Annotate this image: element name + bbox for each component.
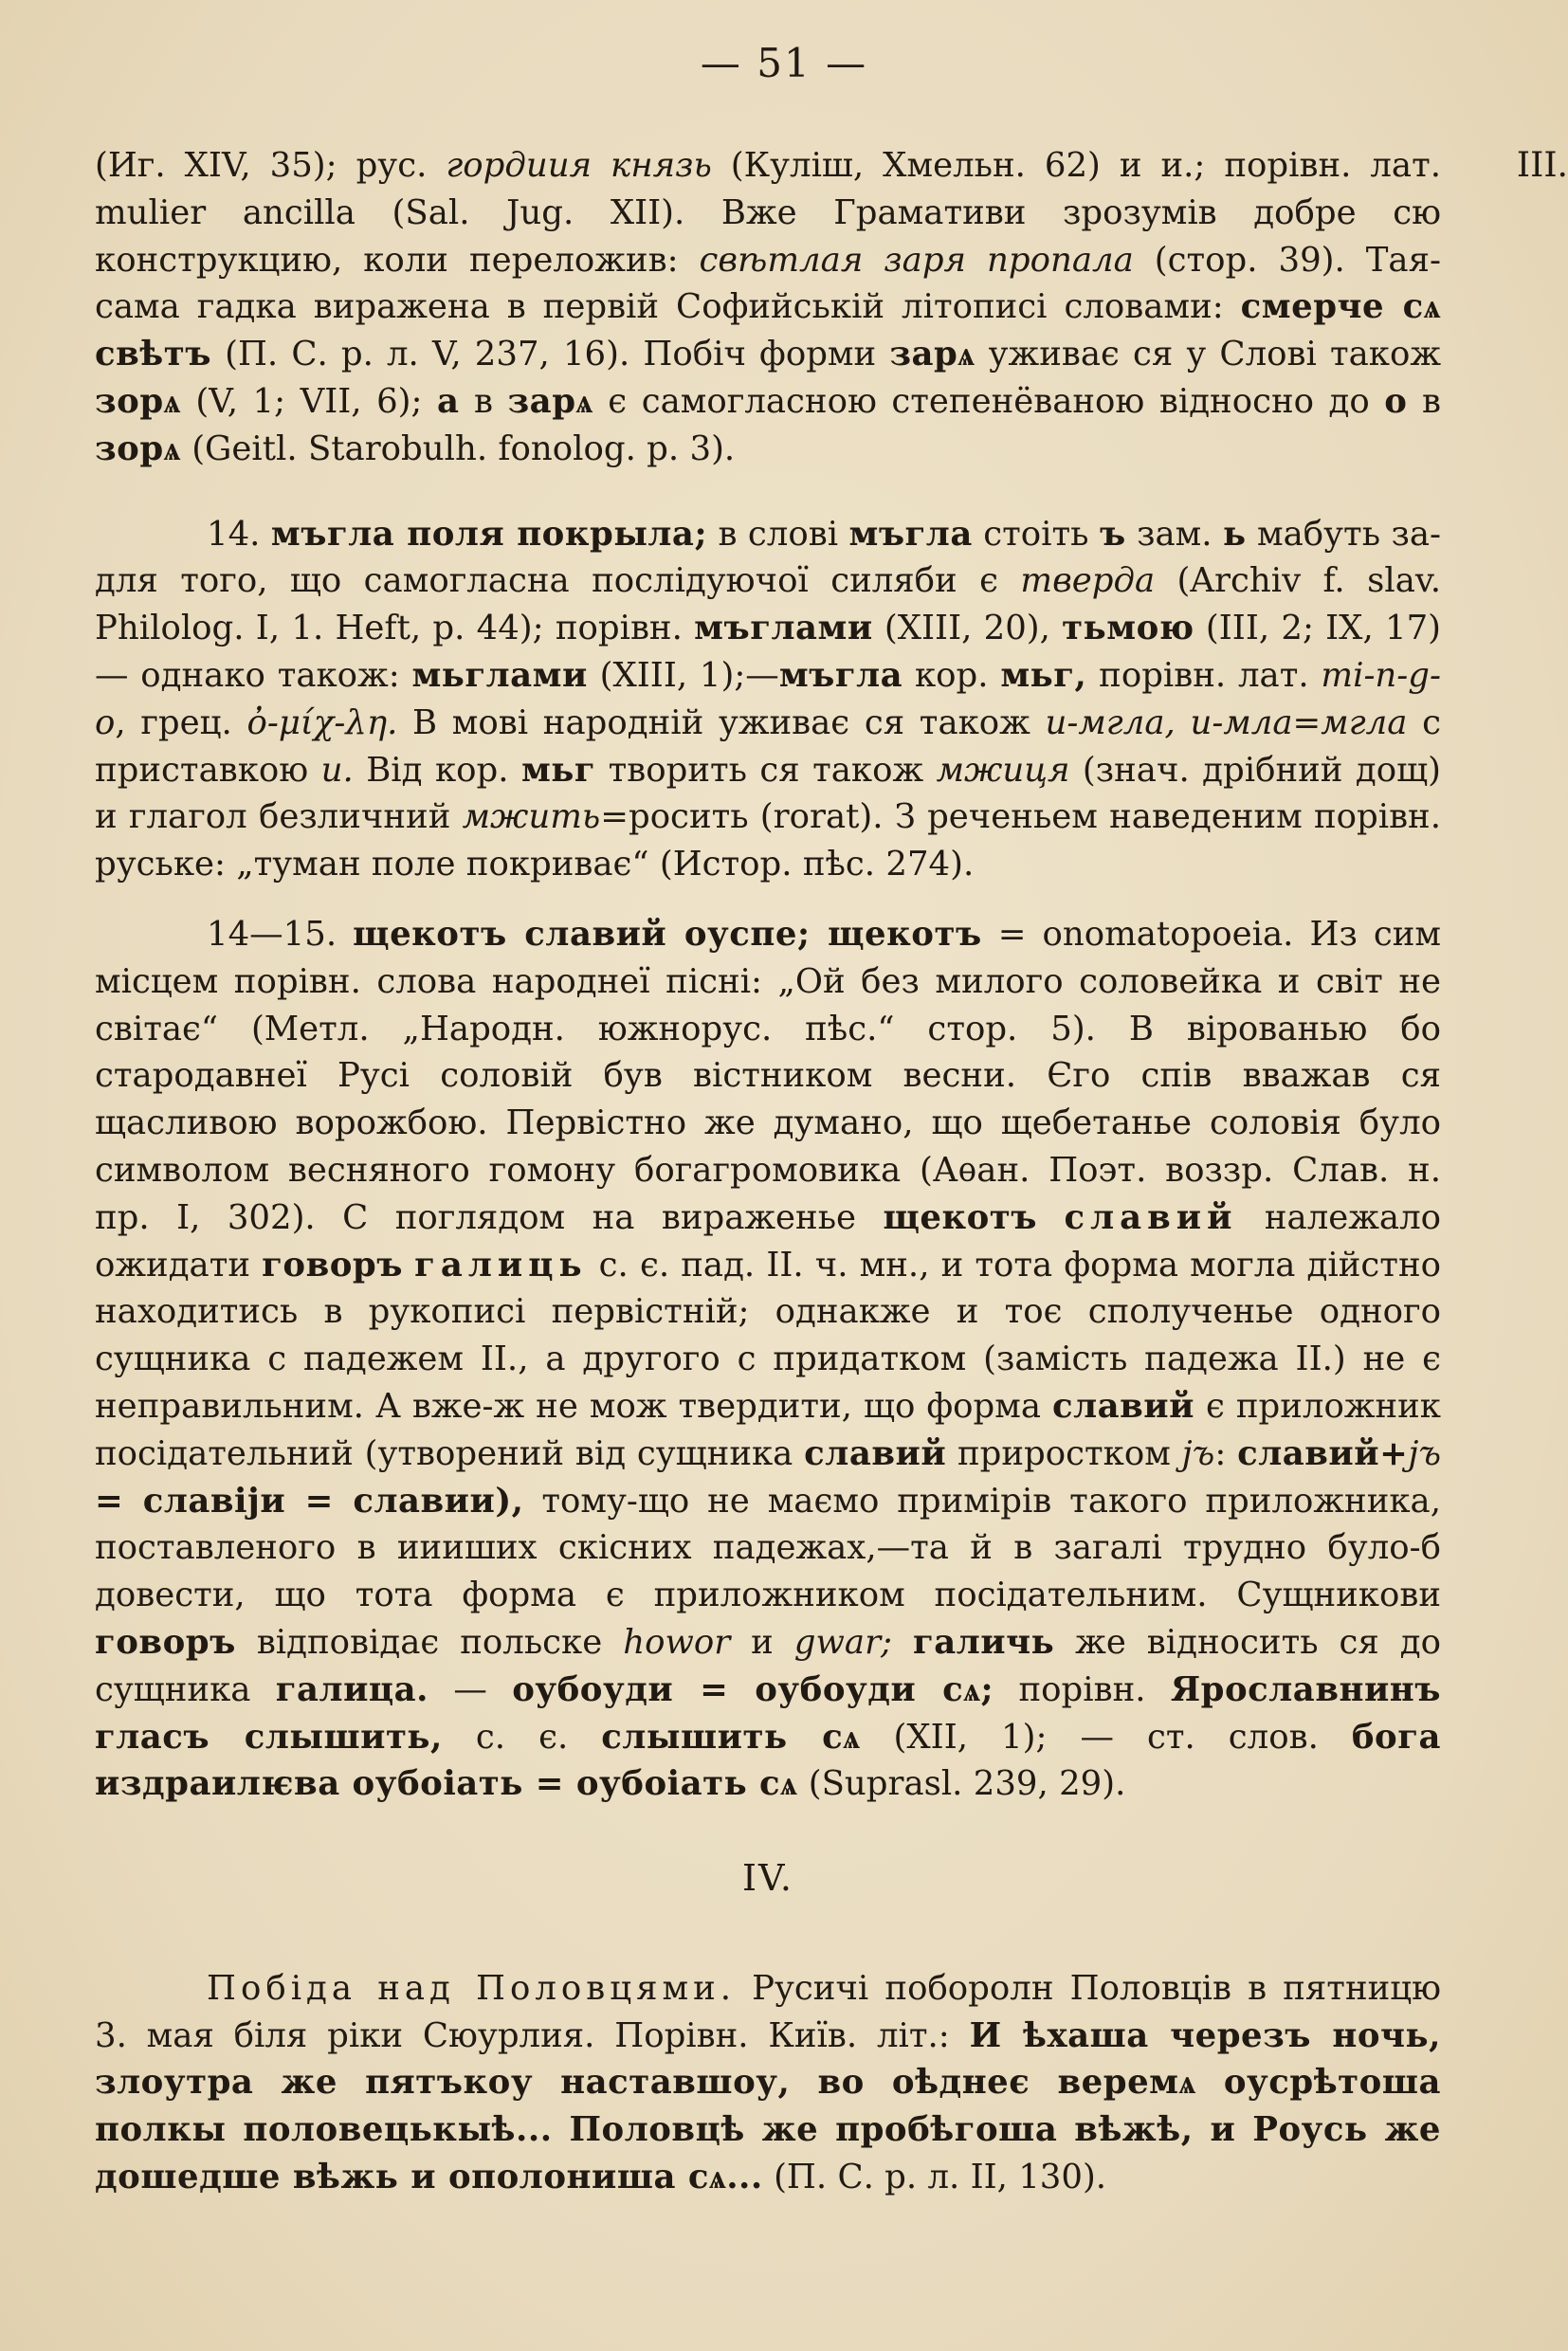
text: приростком — [946, 1433, 1182, 1473]
text: (П. С. р. л. II, 130). — [762, 2158, 1107, 2197]
church-slavonic-text: зарѧ — [889, 335, 975, 374]
church-slavonic-text: смерче сѧ свѣтъ — [95, 287, 1441, 374]
church-slavonic-text: славий+ — [1237, 1433, 1409, 1473]
church-slavonic-text: мьг — [520, 750, 596, 790]
church-slavonic-text: мъгла — [778, 655, 903, 695]
text: (знач. дрібний дощ) и глагол безличний — [95, 750, 1441, 837]
page-body — [95, 142, 1568, 2201]
text: с. є. — [442, 1717, 602, 1757]
church-slavonic-text: ъ — [1099, 514, 1126, 554]
church-slavonic-text: мьг, — [1000, 655, 1087, 695]
church-slavonic-text: о — [1384, 381, 1408, 421]
church-slavonic-text: = славіји = славии), — [95, 1481, 524, 1521]
text: порівн. лат. — [1086, 655, 1322, 695]
church-slavonic-text: галичь — [913, 1622, 1055, 1662]
text: Від кор. — [353, 750, 521, 790]
verse-number: 14—15. — [207, 914, 354, 954]
text: є приложник посідательний (утворений від сущника — [95, 1386, 1441, 1473]
text: зам. — [1125, 514, 1223, 554]
church-slavonic-text: тьмою — [1062, 609, 1194, 648]
church-slavonic-text: галиць — [414, 1245, 588, 1285]
section-heading: IV. — [742, 1857, 793, 1900]
text: стоіть — [972, 514, 1100, 554]
church-slavonic-text: щекотъ — [883, 1197, 1038, 1237]
text: В мові народній уживає ся також — [397, 702, 1046, 742]
italic-text: тверда — [1020, 561, 1156, 601]
church-slavonic-text: а — [436, 381, 460, 421]
text: є самогласною степенёваною відносно до — [593, 381, 1385, 421]
italic-text: jъ — [1408, 1433, 1441, 1473]
page-number: — 51 — — [700, 40, 868, 86]
church-slavonic-text: говоръ — [262, 1245, 403, 1285]
italic-text: gwar; — [793, 1622, 893, 1662]
italic-text: свѣтлая заря пропала — [699, 240, 1134, 280]
text: в — [459, 381, 508, 421]
text: (V, 1; VII, 6); — [180, 381, 437, 421]
church-slavonic-text: зорѧ — [95, 381, 181, 421]
italic-text: и. — [320, 750, 354, 790]
church-slavonic-text: славий — [1064, 1197, 1238, 1237]
italic-text: howor — [623, 1622, 731, 1662]
text: тому-що не маємо примірів такого приложника, поставленого в иииших скісних падежах,—та й в загалі трудно було-б довести, що тота форма є приложником посідательним. Сущникови — [95, 1481, 1441, 1615]
text: (XIII, 20), — [872, 609, 1063, 648]
church-slavonic-text: мъглами — [694, 609, 873, 648]
church-slavonic-text: Ярославнинъ гласъ слышить, — [95, 1669, 1442, 1757]
italic-text: jъ — [1181, 1433, 1215, 1473]
text: (П. С. р. л. V, 237, 16). Побіч форми — [210, 335, 890, 374]
italic-text: мжить — [462, 797, 601, 837]
church-slavonic-text: ь — [1222, 514, 1247, 554]
text: (Suprasl. 239, 29). — [797, 1764, 1126, 1804]
text: творить ся також — [595, 750, 937, 790]
paragraph-2 — [95, 511, 1441, 888]
church-slavonic-text: слышить сѧ — [601, 1717, 861, 1757]
verse-number: 14. — [207, 514, 271, 554]
church-slavonic-text: мъгла — [848, 514, 973, 554]
margin-number: III. — [1516, 146, 1568, 185]
text: (XII, 1); — ст. слов. — [860, 1717, 1352, 1757]
text: с приставкою — [95, 702, 1441, 790]
text: належало ожидати — [95, 1197, 1441, 1285]
church-slavonic-text: галица. — [275, 1669, 429, 1709]
paragraph-3 — [95, 911, 1441, 1808]
text: (стор. 39). Тая-сама гадка виражена в первій Софийській літописі словами: — [95, 240, 1441, 327]
text: — — [428, 1669, 513, 1709]
church-slavonic-text: оубоуди = оубоуди сѧ; — [512, 1669, 994, 1709]
text: (XIII, 1);— — [587, 655, 779, 695]
text: в слові — [707, 514, 849, 554]
text: и — [730, 1622, 794, 1662]
text: уживає ся у Слові також — [975, 335, 1441, 374]
church-slavonic-text: зарѧ — [507, 381, 593, 421]
text: мабуть за-для того, що самогласна послідуючої силяби є — [95, 514, 1441, 601]
italic-text: ὀ-μίχ-λη. — [246, 702, 398, 742]
text: (Куліш, Хмельн. 62) и и.; порівн. лат. mulier ancilla (Sal. Jug. XII). Вже Грамативи зрозумів добре сю конструкцию, коли переложив: — [95, 146, 1441, 280]
text: кор. — [903, 655, 1001, 695]
church-slavonic-text: славий — [1051, 1386, 1194, 1426]
italic-text: и-мгла, и-мла=мгла — [1045, 702, 1408, 742]
text: (III, 2; IX, 17) — однако також: — [95, 609, 1441, 695]
text: =росить (rorat). З реченьем наведеним порівн. руське: „туман поле покриває“ (Истор. пѣс. 274). — [95, 797, 1442, 884]
italic-text: mi-n-g-o — [95, 655, 1442, 742]
text: (Иг. XIV, 35); рус. — [95, 146, 447, 185]
church-slavonic-text: зорѧ — [95, 428, 181, 468]
text: с. є. пад. II. ч. мн., и тота форма могла дійстно находитись в рукописі первістній; однакже и тоє сполученье одного сущника с падежем II., а другого с придатком (замість падежа II.) не є неправильним. А вже-ж не мож твердити, що форма — [95, 1245, 1441, 1426]
church-slavonic-text: бога издраилѥва оубоіать = оубоіать сѧ — [95, 1717, 1441, 1804]
text: (Geitl. Starobulh. fonolog. p. 3). — [180, 428, 736, 468]
church-slavonic-text: говоръ — [95, 1622, 236, 1662]
text: в — [1407, 381, 1441, 421]
text: же відносить ся до сущника — [95, 1622, 1441, 1709]
text: (Archiv f. slav. Philolog. I, 1. Heft, p. 44); порівн. — [95, 561, 1441, 648]
text: : — [1214, 1433, 1238, 1473]
text: = onomatopoeia. Из сим місцем порівн. слова народнеї пісні: „Ой без милого соловейка и світ не світає“ (Метл. „Народн. южнорус. пѣс.“ стор. 5). В вірованью бо стародавнеї Русі соловій був вістником весни. Єго спів вважав ся щасливою ворожбою. Первістно же думано, що щебетанье соловія було символом весняного гомону богагромовика (Аѳан. Поэт. воззр. Слав. н. пр. I, 302). С поглядом на вираженье — [95, 914, 1441, 1237]
text — [892, 1623, 913, 1662]
church-slavonic-text: мьглами — [411, 655, 588, 695]
italic-text: мжиця — [936, 750, 1070, 790]
italic-text: гордиия князь — [446, 146, 712, 185]
church-slavonic-text: щекотъ славий оуспе; щекотъ — [353, 914, 982, 954]
text: відповідає польске — [235, 1622, 624, 1662]
text: Русичі поборолн Половців в пятницю 3. мая біля ріки Сюурлия. Порівн. Київ. літ.: — [95, 1968, 1441, 2055]
text: , грец. — [115, 702, 247, 742]
church-slavonic-text: славий — [804, 1433, 947, 1473]
church-slavonic-text: мъгла поля покрыла; — [270, 514, 708, 554]
text: порівн. — [994, 1669, 1171, 1709]
church-slavonic-text: И ѣхаша черезъ ночь, злоутра же пятъкоу наставшоу, во оѣднеє веремѧ оусрѣтоша полкы половецькыѣ... Половцѣ же пробѣгоша вѣжѣ, и Роусь же дошедше вѣжь и ополониша сѧ... — [95, 2015, 1441, 2197]
paragraph-lead: Побіда над Половцями. — [207, 1968, 737, 2008]
paragraph-1 — [95, 142, 1441, 473]
paragraph-4 — [95, 1965, 1441, 2201]
